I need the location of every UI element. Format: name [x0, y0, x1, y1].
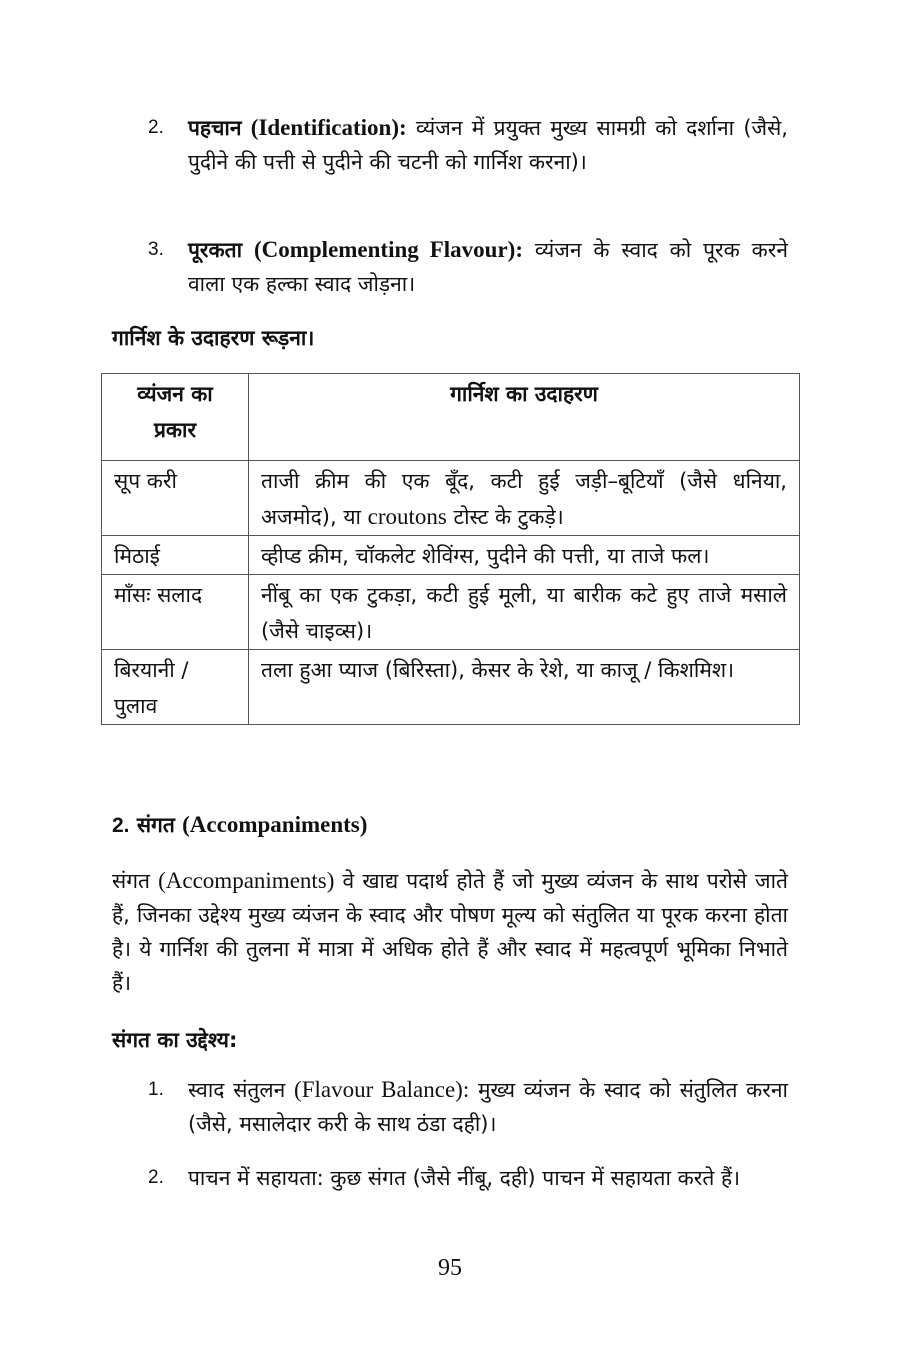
list-item-title-en: (Identification):: [250, 115, 407, 140]
table-cell-example: [249, 461, 800, 536]
table-cell-example: व्हीप्ड क्रीम, चॉकलेट शेविंग्स, पुदीने की पत्ती, या ताजे फल।: [249, 536, 800, 575]
list-item-text: व्यंजन के स्वाद को पूरक करने वाला एक हल्का स्वाद जोड़ना।: [188, 238, 789, 296]
list-number: 1.: [148, 1079, 164, 1100]
list-item-flavour-balance: [148, 1073, 788, 1141]
list-item-title-en: (Flavour Balance):: [294, 1077, 470, 1102]
example-text: ताजी क्रीम की एक बूँद, कटी हुई जड़ी–बूटियाँ (जैसे धनिया, अजमोद), या: [261, 469, 787, 529]
purpose-heading: संगत का उद्देश्य:: [112, 1028, 238, 1052]
table-row: [102, 461, 800, 536]
table-cell-example: नींबू का एक टुकड़ा, कटी हुई मूली, या बारीक कटे हुए ताजे मसाले (जैसे चाइव्स)।: [249, 575, 800, 650]
example-text: टोस्ट के टुकड़े।: [453, 505, 564, 529]
table-cell-dish: मिठाई: [102, 536, 249, 575]
list-item-identification: [148, 111, 788, 179]
list-number: 3.: [148, 239, 164, 260]
garnish-examples-table: [101, 373, 800, 725]
table-header-garnish-example: गार्निश का उदाहरण: [249, 374, 800, 461]
garnish-examples-heading: गार्निश के उदाहरण रूड़ना।: [112, 326, 315, 350]
list-item-text: व्यंजन में प्रयुक्त मुख्य सामग्री को दर्शाना (जैसे, पुदीने की पत्ती से पुदीने की चटनी को गार्निश करना)।: [188, 116, 788, 174]
table-row: [102, 650, 800, 725]
list-item-text: कुछ संगत (जैसे नींबू, दही) पाचन में सहायता करते हैं।: [330, 1166, 741, 1190]
section-title-en: (Accompaniments): [182, 812, 368, 837]
section-number: 2.: [112, 814, 130, 837]
section-heading-accompaniments: [112, 808, 367, 843]
para-text: वे खाद्य पदार्थ होते हैं जो मुख्य व्यंजन के साथ परोसे जाते हैं, जिनका उद्देश्य मुख्य व्यंजन के स्वाद और पोषण मूल्य को संतुलित या पूरक करना होता है। ये गार्निश की तुलना में मात्रा में अधिक होते हैं और स्वाद में महत्वपूर्ण भूमिका निभाते हैं।: [112, 869, 788, 995]
table-cell-example: तला हुआ प्याज (बिरिस्ता), केसर के रेशे, या काजू / किशमिश।: [249, 650, 800, 725]
list-number: 2.: [148, 117, 164, 138]
list-item-title-en: (Complementing Flavour):: [253, 237, 523, 262]
para-text-latin: (Accompaniments): [158, 868, 335, 893]
table-header-row: [102, 374, 800, 461]
table-cell-dish: माँसः सलाद: [102, 575, 249, 650]
list-number: 2.: [148, 1167, 164, 1188]
para-text: संगत: [112, 869, 150, 893]
table-cell-dish: सूप करी: [102, 461, 249, 536]
list-item-complementing: [148, 233, 788, 301]
table-row: [102, 575, 800, 650]
table-row: [102, 536, 800, 575]
list-item-title: पाचन में सहायता:: [188, 1166, 324, 1190]
section-title: संगत: [136, 813, 175, 837]
table-header-dish-type: व्यंजन का प्रकार: [102, 374, 249, 461]
list-item-text: मुख्य व्यंजन के स्वाद को संतुलित करना (जैसे, मसालेदार करी के साथ ठंडा दही)।: [188, 1078, 788, 1136]
table-cell-dish: बिरयानी / पुलाव: [102, 650, 249, 725]
list-item-title: पहचान: [188, 116, 242, 140]
list-item-digestion: [148, 1161, 788, 1195]
example-text-latin: croutons: [367, 504, 447, 529]
list-item-title: पूरकता: [188, 238, 243, 262]
accompaniments-paragraph: [112, 864, 788, 1000]
list-item-title: स्वाद संतुलन: [188, 1078, 286, 1102]
page-number: 95: [438, 1255, 462, 1281]
